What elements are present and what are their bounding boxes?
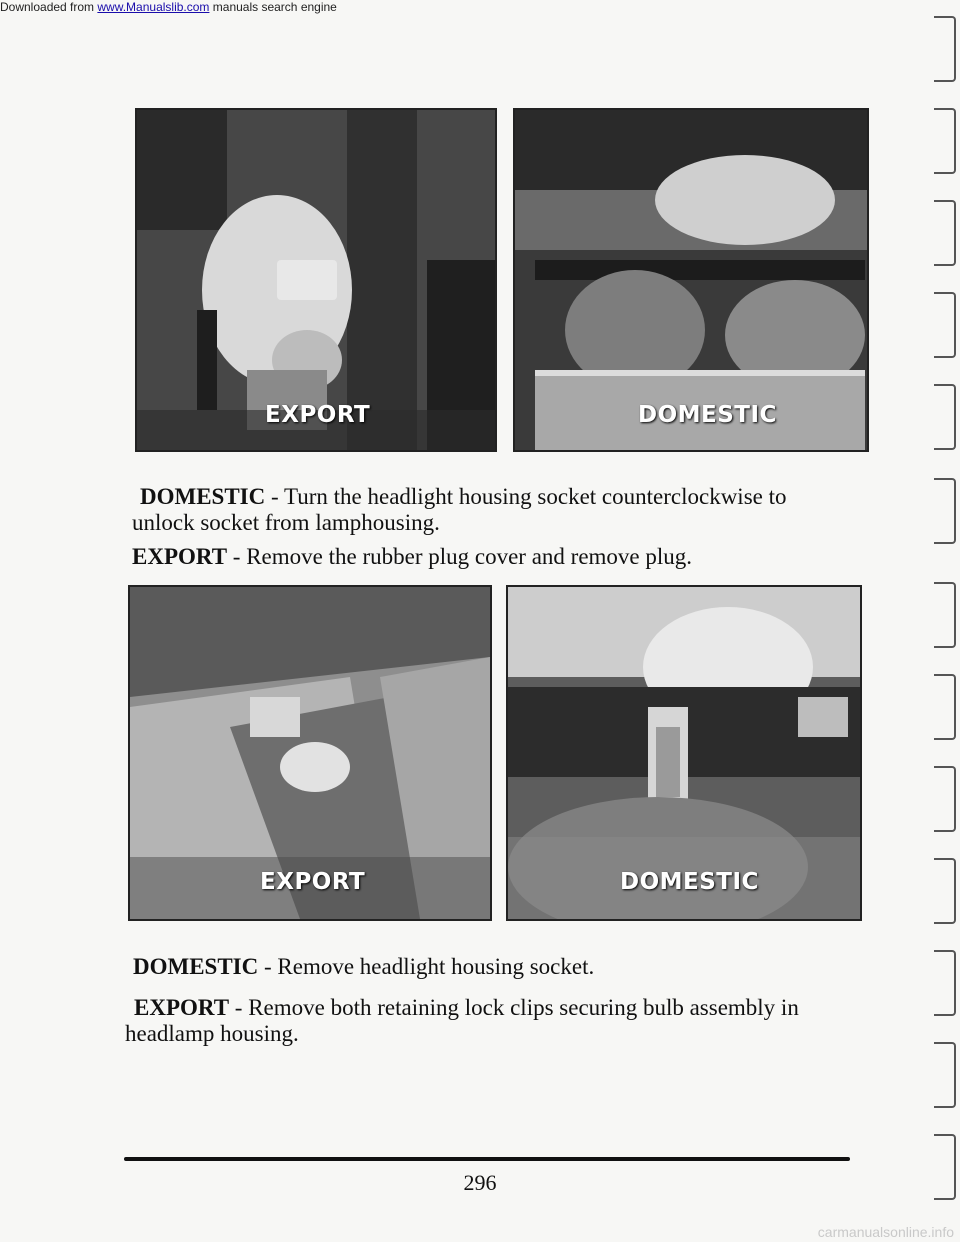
section-tab [934,950,956,1016]
photo-label-export-bottom: EXPORT [260,869,366,895]
photo-label-domestic-top: DOMESTIC [638,402,777,428]
page-number: 296 [463,1170,497,1195]
banner-suffix: manuals search engine [209,0,337,14]
section-tab [934,200,956,266]
label-domestic: DOMESTIC [140,484,266,509]
section-tab [934,582,956,648]
footer-watermark: carmanualsonline.info [817,1224,954,1240]
section-tab [934,674,956,740]
photo-domestic-bottom [506,585,862,921]
section-tab [934,292,956,358]
instruction-export-remove-plug [132,544,832,570]
footer-divider [124,1157,850,1161]
label-domestic: DOMESTIC [133,954,259,979]
instruction-text: - Turn the headlight housing socket counterclockwise to unlock socket from lamphousing. [132,484,787,535]
instruction-text: - Remove headlight housing socket. [258,954,595,979]
instruction-text: - Remove both retaining lock clips securing bulb assembly in headlamp housing. [125,995,799,1046]
label-export: EXPORT [134,995,230,1020]
photo-domestic-top-image [515,110,867,450]
label-export: EXPORT [132,544,228,569]
photo-domestic-top [513,108,869,452]
section-tab [934,16,956,82]
instruction-export-remove-clips [125,995,835,1047]
section-tab [934,384,956,450]
photo-export-bottom [128,585,492,921]
photo-export-top [135,108,497,452]
photo-export-top-image [137,110,495,450]
section-tab [934,108,956,174]
download-banner [0,0,960,16]
section-tab [934,766,956,832]
photo-label-export-top: EXPORT [265,402,371,428]
manualslib-link[interactable]: www.Manualslib.com [97,0,210,14]
section-tab [934,1042,956,1108]
instruction-domestic-turn-socket [132,484,832,536]
section-tab [934,858,956,924]
photo-label-domestic-bottom: DOMESTIC [620,869,759,895]
section-tab [934,478,956,544]
instruction-domestic-remove-socket [133,954,833,980]
banner-prefix: Downloaded from [0,0,98,14]
instruction-text: - Remove the rubber plug cover and remove plug. [227,544,693,569]
section-tab [934,1134,956,1200]
